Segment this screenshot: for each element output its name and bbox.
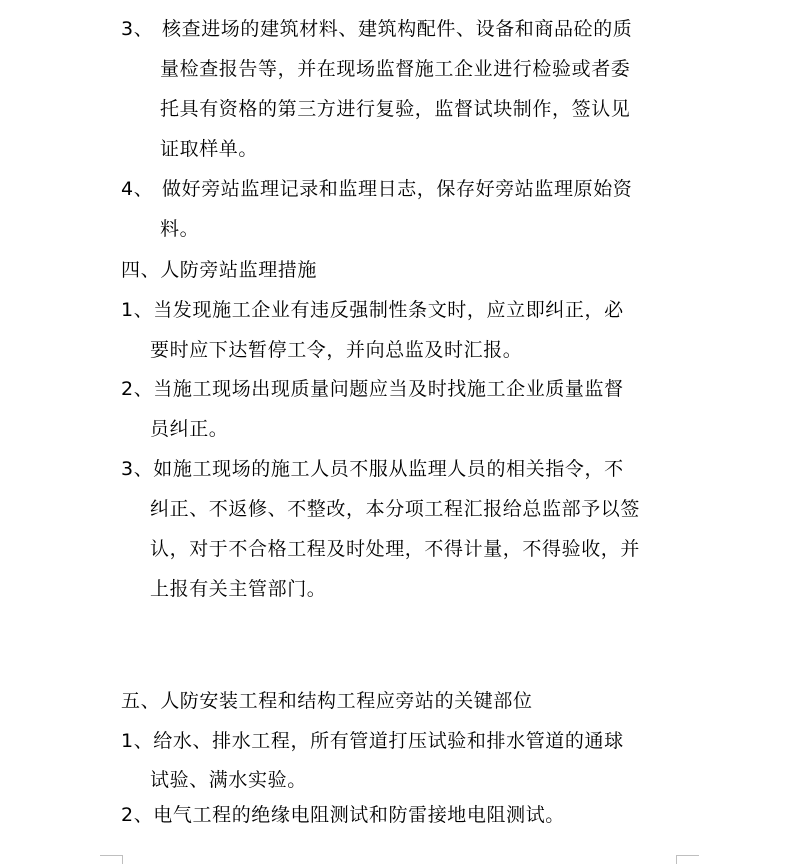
item-3-line-4: 证取样单。	[160, 138, 259, 160]
measure-3-line-4: 上报有关主管部门。	[150, 578, 327, 600]
item-4-line-1: 做好旁站监理记录和监理日志，保存好旁站监理原始资	[162, 178, 633, 200]
measure-3-line-3: 认，对于不合格工程及时处理，不得计量，不得验收，并	[150, 538, 641, 560]
item-4-line-2: 料。	[160, 218, 200, 240]
measure-3-line-2: 纠正、不返修、不整改，本分项工程汇报给总监部予以签	[150, 498, 641, 520]
key-1-line-2: 试验、满水实验。	[150, 769, 307, 791]
item-3-line-3: 托具有资格的第三方进行复验，监督试块制作，签认见	[160, 98, 631, 120]
item-4-number: 4、	[121, 178, 154, 200]
key-2-line-1: 2、电气工程的绝缘电阻测试和防雷接地电阻测试。	[121, 804, 565, 826]
item-3-line-1: 核查进场的建筑材料、建筑构配件、设备和商品砼的质	[162, 18, 633, 40]
key-1-line-1: 1、给水、排水工程，所有管道打压试验和排水管道的通球	[121, 730, 624, 752]
section-4-heading: 四、人防旁站监理措施	[121, 259, 318, 281]
item-3-number: 3、	[121, 18, 154, 40]
measure-3-line-1: 3、如施工现场的施工人员不服从监理人员的相关指令，不	[121, 458, 624, 480]
measure-1-line-2: 要时应下达暂停工令，并向总监及时汇报。	[150, 339, 523, 361]
measure-2-line-1: 2、当施工现场出现质量问题应当及时找施工企业质量监督	[121, 378, 624, 400]
measure-2-line-2: 员纠正。	[150, 418, 229, 440]
measure-1-line-1: 1、当发现施工企业有违反强制性条文时，应立即纠正，必	[121, 299, 624, 321]
item-3-line-2: 量检查报告等，并在现场监督施工企业进行检验或者委	[160, 58, 631, 80]
section-5-heading: 五、人防安装工程和结构工程应旁站的关键部位	[121, 690, 533, 712]
